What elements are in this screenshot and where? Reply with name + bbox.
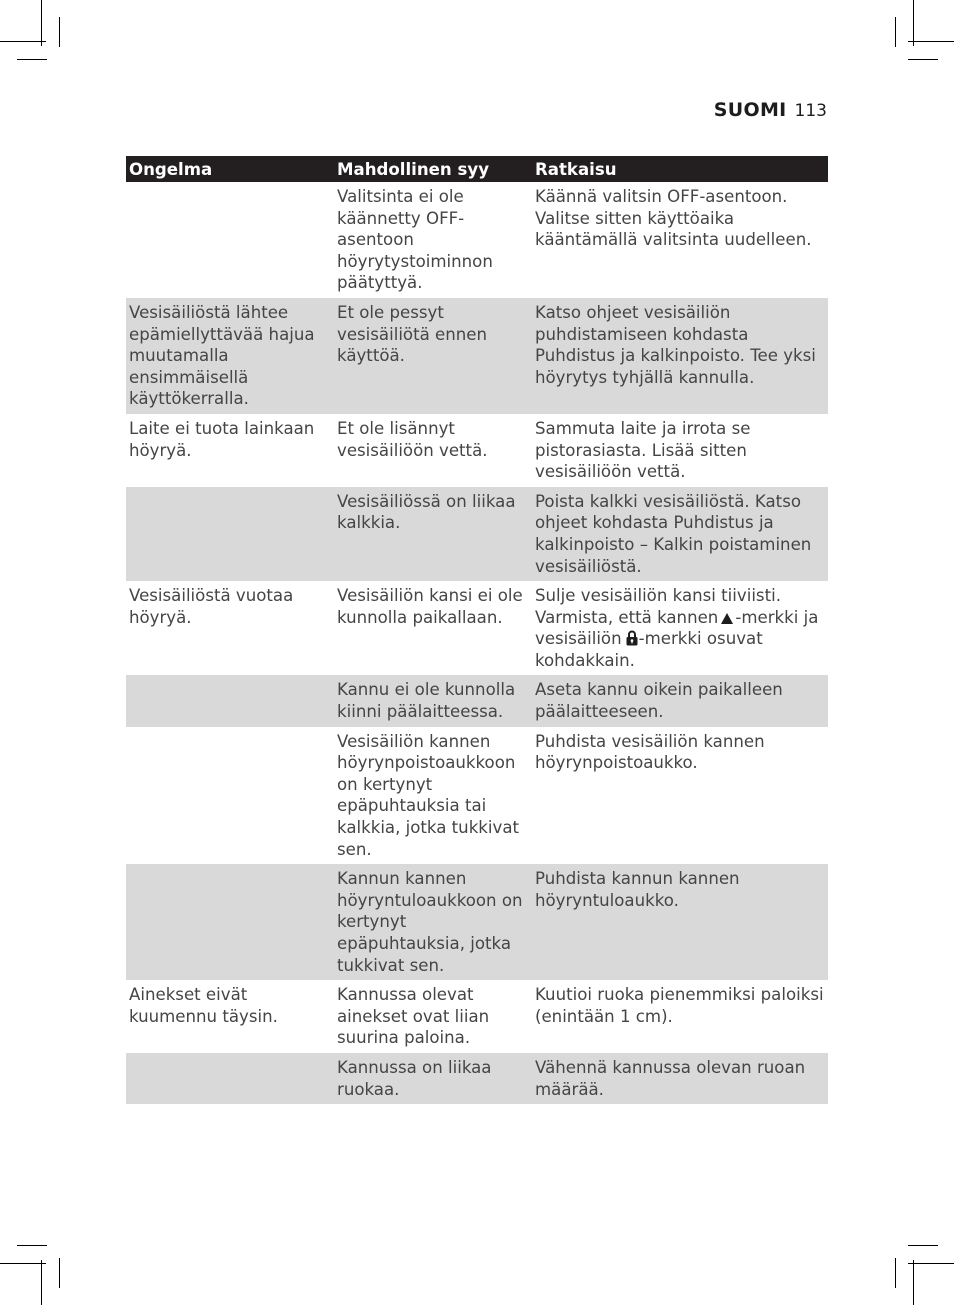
solution-cell: Aseta kannu oikein paikalleen päälaitteeseen. (532, 675, 828, 726)
solution-cell: Käännä valitsin OFF-asentoon. Valitse sitten käyttöaika kääntämällä valitsinta uudelleen. (535, 187, 812, 250)
cause-cell: Kannu ei ole kunnolla kiinni päälaitteessa. (334, 675, 532, 726)
solution-cell: Poista kalkki vesisäiliöstä. Katso ohjeet kohdasta Puhdistus ja kalkinpoisto – Kalkin poistaminen vesisäiliöstä. (532, 487, 828, 581)
problem-cell (126, 864, 334, 980)
lock-icon (626, 630, 638, 646)
problem-cell: Vesisäiliöstä lähtee epämiellyttävää hajua muutamalla ensimmäisellä käyttökerralla. (126, 298, 334, 414)
column-header-problem: Ongelma (126, 156, 334, 182)
crop-mark (908, 41, 954, 42)
cause-cell: Valitsinta ei ole käännetty OFF-asentoon höyrytystoiminnon päätyttyä. (337, 187, 493, 293)
cause-cell: Vesisäiliön kansi ei ole kunnolla paikallaan. (337, 586, 523, 627)
problem-cell (126, 727, 334, 865)
crop-mark (17, 59, 47, 60)
table-row (126, 1053, 828, 1104)
cause-cell: Kannussa on liikaa ruokaa. (334, 1053, 532, 1104)
table-row (126, 182, 828, 298)
table-row (126, 727, 828, 865)
table-header-row (126, 156, 828, 182)
solution-cell: Puhdista kannun kannen höyryntuloaukko. (532, 864, 828, 980)
solution-cell: Puhdista vesisäiliön kannen höyrynpoistoaukko. (535, 731, 765, 773)
problem-cell (126, 1053, 334, 1104)
table-row (126, 864, 828, 980)
page-header (714, 99, 827, 121)
cause-cell: Vesisäiliössä on liikaa kalkkia. (334, 487, 532, 581)
page-number: 113 (794, 101, 827, 121)
crop-mark (41, 1260, 42, 1305)
table-row (126, 581, 828, 675)
problem-cell: Ainekset eivät kuumennu täysin. (129, 985, 278, 1026)
cause-cell: Et ole pessyt vesisäiliötä ennen käyttöä. (334, 298, 532, 414)
solution-cell: Sammuta laite ja irrota se pistorasiasta. Lisää sitten vesisäiliöön vettä. (535, 418, 751, 482)
solution-cell: Kuutioi ruoka pienemmiksi paloiksi (enintään 1 cm). (535, 985, 824, 1026)
cause-cell: Kannun kannen höyryntuloaukkoon on kertynyt epäpuhtauksia, jotka tukkivat sen. (334, 864, 532, 980)
cause-cell: Kannussa olevat ainekset ovat liian suurina paloina. (337, 985, 490, 1048)
cause-cell: Vesisäiliön kannen höyrynpoistoaukkoon on kertynyt epäpuhtauksia tai kalkkia, jotka tukkivat sen. (337, 731, 520, 859)
solution-cell (532, 581, 828, 675)
solution-text-part: -merkki ja vesisäiliön (535, 607, 819, 649)
crop-mark (913, 1260, 914, 1305)
table-row (126, 298, 828, 414)
crop-mark (0, 1263, 46, 1264)
solution-cell: Vähennä kannussa olevan ruoan määrää. (532, 1053, 828, 1104)
problem-cell (126, 487, 334, 581)
crop-mark (908, 1263, 954, 1264)
crop-mark (17, 1245, 47, 1246)
triangle-icon (721, 613, 733, 624)
cause-cell: Et ole lisännyt vesisäiliöön vettä. (337, 418, 488, 460)
solution-text-part: -merkki osuvat kohdakkain. (535, 629, 763, 670)
column-header-cause: Mahdollinen syy (334, 156, 532, 182)
problem-cell: Vesisäiliöstä vuotaa höyryä. (129, 586, 294, 627)
problem-cell (126, 675, 334, 726)
problem-cell: Laite ei tuota lainkaan höyryä. (129, 418, 315, 460)
language-label: SUOMI (713, 99, 787, 121)
crop-mark (59, 1258, 60, 1288)
crop-mark (913, 0, 914, 46)
crop-mark (895, 1258, 896, 1288)
column-header-solution: Ratkaisu (532, 156, 828, 182)
table-row (126, 414, 828, 487)
table-row (126, 980, 828, 1053)
crop-mark (908, 1245, 938, 1246)
crop-mark (895, 17, 896, 47)
troubleshooting-table (126, 156, 828, 1104)
table-row (126, 675, 828, 726)
solution-text-part: Sulje vesisäiliön kansi tiiviisti. Varmista, että kannen (535, 586, 781, 627)
problem-cell (126, 182, 334, 298)
crop-mark (59, 17, 60, 47)
crop-mark (41, 0, 42, 46)
solution-cell: Katso ohjeet vesisäiliön puhdistamiseen kohdasta Puhdistus ja kalkinpoisto. Tee yksi höyrytys tyhjällä kannulla. (532, 298, 828, 414)
crop-mark (0, 41, 46, 42)
table-row (126, 487, 828, 581)
crop-mark (908, 59, 938, 60)
